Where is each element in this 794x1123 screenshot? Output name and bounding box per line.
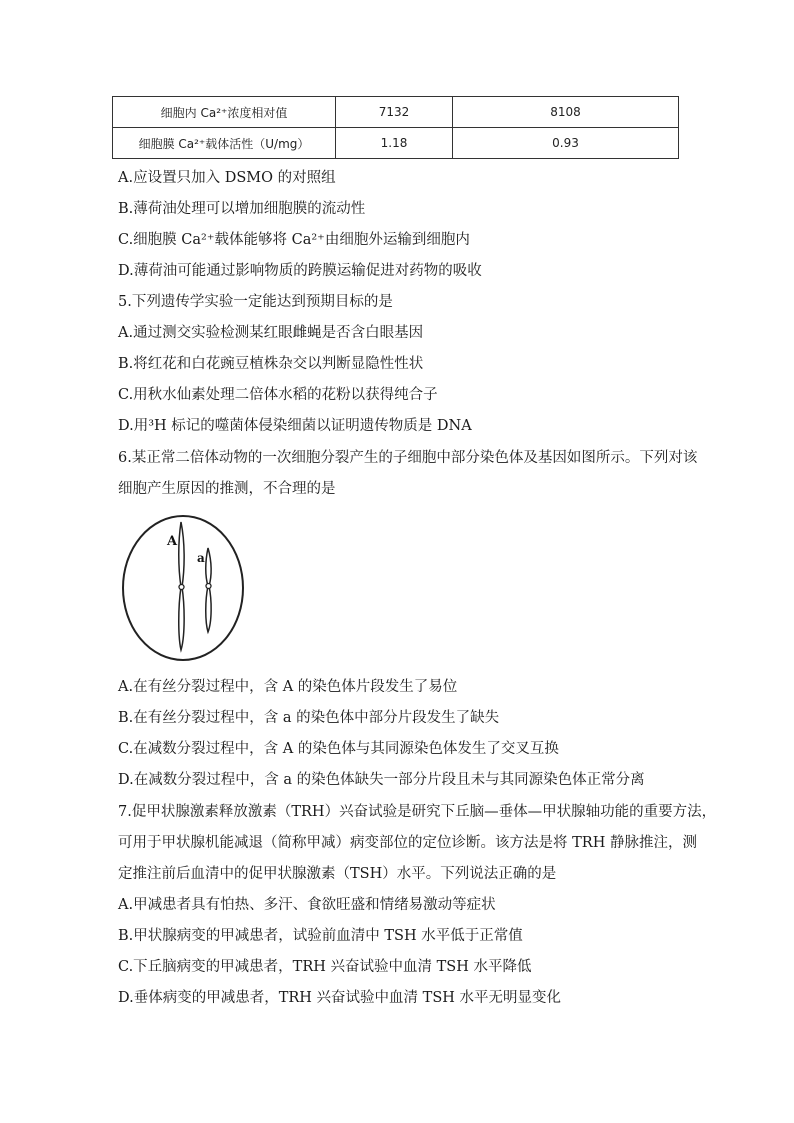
table-cell: 8108 [453, 97, 679, 128]
table-row [113, 128, 679, 159]
q5-option-a: A.通过测交实验检测某红眼雌蝇是否含白眼基因 [118, 325, 424, 341]
q7-stem-line3: 定推注前后血清中的促甲状腺激素（TSH）水平。下列说法正确的是 [118, 866, 557, 882]
q4-option-a: A.应设置只加入 DSMO 的对照组 [118, 170, 336, 186]
q6-stem-line1: 6.某正常二倍体动物的一次细胞分裂产生的子细胞中部分染色体及基因如图所示。下列对该 [118, 450, 698, 466]
q6-option-d: D.在减数分裂过程中，含 a 的染色体缺失一部分片段且未与其同源染色体正常分离 [118, 772, 645, 788]
chromosome-small [206, 548, 211, 632]
cell-diagram [118, 512, 248, 664]
q6-option-c: C.在减数分裂过程中，含 A 的染色体与其同源染色体发生了交叉互换 [118, 741, 559, 757]
centromere-small [206, 584, 211, 589]
gene-label-big: A [167, 534, 178, 549]
q4-option-b: B.薄荷油处理可以增加细胞膜的流动性 [118, 201, 366, 217]
q7-stem-line1: 7.促甲状腺激素释放激素（TRH）兴奋试验是研究下丘脑—垂体—甲状腺轴功能的重要方法， [118, 804, 717, 820]
q5-stem: 5.下列遗传学实验一定能达到预期目标的是 [118, 294, 393, 310]
q7-option-d: D.垂体病变的甲减患者，TRH 兴奋试验中血清 TSH 水平无明显变化 [118, 990, 562, 1006]
cell-chromosome-figure [118, 512, 248, 664]
q5-option-b: B.将红花和白花豌豆植株杂交以判断显隐性性状 [118, 356, 424, 372]
table-cell: 1.18 [336, 128, 453, 159]
q6-option-a: A.在有丝分裂过程中，含 A 的染色体片段发生了易位 [118, 679, 458, 695]
table-cell: 0.93 [453, 128, 679, 159]
q7-option-b: B.甲状腺病变的甲减患者，试验前血清中 TSH 水平低于正常值 [118, 928, 523, 944]
q4-option-c: C.细胞膜 Ca²⁺载体能够将 Ca²⁺由细胞外运输到细胞内 [118, 232, 470, 248]
centromere-large [179, 585, 184, 590]
q7-stem-line2: 可用于甲状腺机能减退（简称甲减）病变部位的定位诊断。该方法是将 TRH 静脉推注，测 [118, 835, 697, 851]
data-table [112, 96, 679, 159]
q4-option-d: D.薄荷油可能通过影响物质的跨膜运输促进对药物的吸收 [118, 263, 482, 279]
q7-option-a: A.甲减患者具有怕热、多汗、食欲旺盛和情绪易激动等症状 [118, 897, 496, 913]
table-cell: 7132 [336, 97, 453, 128]
table-cell: 细胞膜 Ca²⁺载体活性（U/mg） [113, 128, 336, 159]
table-row [113, 97, 679, 128]
q6-stem-line2: 细胞产生原因的推测，不合理的是 [118, 481, 336, 497]
q7-option-c: C.下丘脑病变的甲减患者，TRH 兴奋试验中血清 TSH 水平降低 [118, 959, 532, 975]
q5-option-c: C.用秋水仙素处理二倍体水稻的花粉以获得纯合子 [118, 387, 438, 403]
gene-label-small: a [197, 551, 205, 565]
q5-option-d: D.用³H 标记的噬菌体侵染细菌以证明遗传物质是 DNA [118, 418, 472, 434]
q6-option-b: B.在有丝分裂过程中，含 a 的染色体中部分片段发生了缺失 [118, 710, 500, 726]
table-cell: 细胞内 Ca²⁺浓度相对值 [113, 97, 336, 128]
